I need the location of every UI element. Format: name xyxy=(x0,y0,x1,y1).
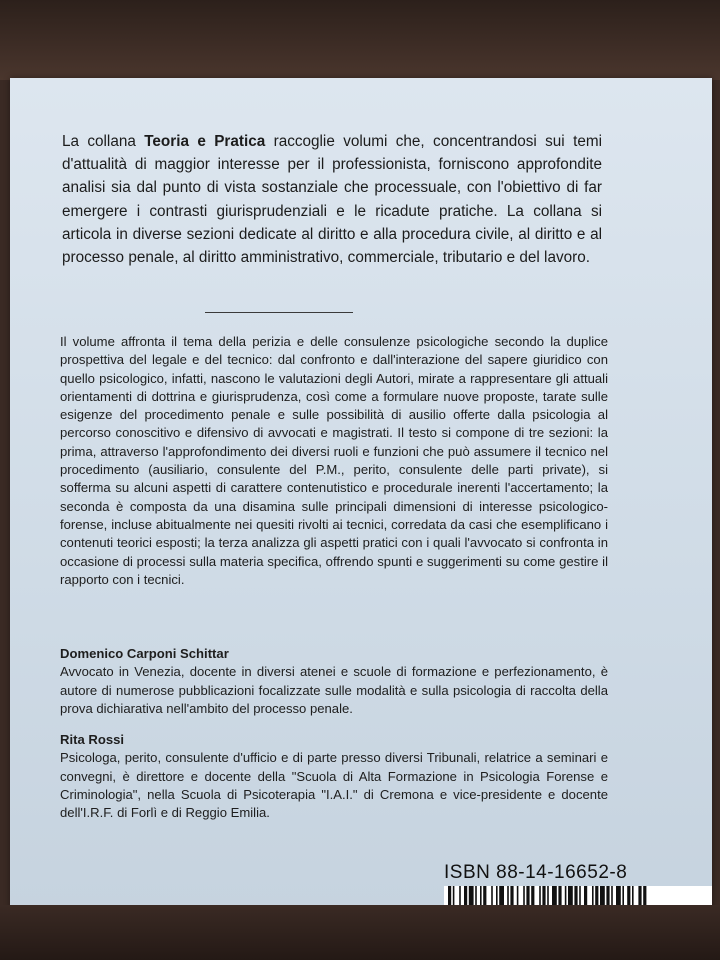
top-dark-band xyxy=(0,0,720,80)
author-block xyxy=(60,645,608,718)
author-bio: Avvocato in Venezia, docente in diversi atenei e scuole di formazione e perfezionamento, è autore di numerose pubblicazioni focalizzate sulle modalità e sulla psicologia di raccolta della prova dichiarativa nell'ambito del processo penale. xyxy=(60,664,608,716)
series-name: Teoria e Pratica xyxy=(144,133,266,150)
author-name: Rita Rossi xyxy=(60,732,125,747)
back-cover xyxy=(10,78,712,910)
author-name: Domenico Carponi Schittar xyxy=(60,646,229,661)
book-description: Il volume affronta il tema della perizia e delle consulenze psicologiche secondo la duplice prospettiva del legale e del tecnico: dal confronto e dall'interazione del sapere giuridico con quello psicologico, infatti, nascono le valutazioni degli Autori, mirate a rappresentare gli attuali orientamenti di dottrina e giurisprudenza, così come a formulare nuove proposte, tarate sulle esigenze del procedimento penale e sulle possibilità di ausilio offerte dalla psicologia al percorso conoscitivo e difensivo di avvocati e magistrati. Il testo si compone di tre sezioni: la prima, attraverso l'approfondimento dei diversi ruoli e funzioni che può assumere il tecnico nel procedimento (ausiliario, consulente del P.M., perito, consulente delle parti private), si sofferma su alcuni aspetti di carattere contenutistico e procedurale inerenti l'accertamento; la seconda è composta da una disamina sulle principali dimensioni di interesse psicologico-forense, incluse abitualmente nei quesiti rivolti ai tecnici, corredata da casi che esemplificano i contenuti teorici esposti; la terza analizza gli aspetti pratici con i quali l'avvocato si confronta in occasione di processi sulla materia specifica, offrendo spunti e suggerimenti su come gestire il rapporto con i tecnici. xyxy=(60,334,608,587)
intro-prefix: La collana xyxy=(62,133,145,150)
bottom-dark-band xyxy=(0,905,720,960)
series-intro xyxy=(62,130,602,269)
intro-text: raccoglie volumi che, concentrandosi sui temi d'attualità di maggior interesse per il professionista, forniscono approfondite analisi sia dal punto di vista sostanziale che processuale, con l'obiettivo di far emergere i contrasti giurisprudenziali e le ricadute pratiche. La collana si articola in diverse sezioni dedicate al diritto e alla procedura civile, al diritto e al processo penale, al diritto amministrativo, commerciale, tributario e del lavoro. xyxy=(62,133,602,267)
author-bio: Psicologa, perito, consulente d'ufficio e di parte presso diversi Tribunali, relatrice a seminari e convegni, è direttore e docente della "Scuola di Alta Formazione in Psicologia Forense e Criminologia", nella Scuola di Psicoterapia "I.A.I." di Cremona e vice-presidente e docente dell'I.R.F. di Forlì e di Reggio Emilia. xyxy=(60,750,608,821)
author-block xyxy=(60,731,608,822)
isbn-label: ISBN 88-14-16652-8 xyxy=(444,862,628,883)
divider-line xyxy=(205,312,353,313)
